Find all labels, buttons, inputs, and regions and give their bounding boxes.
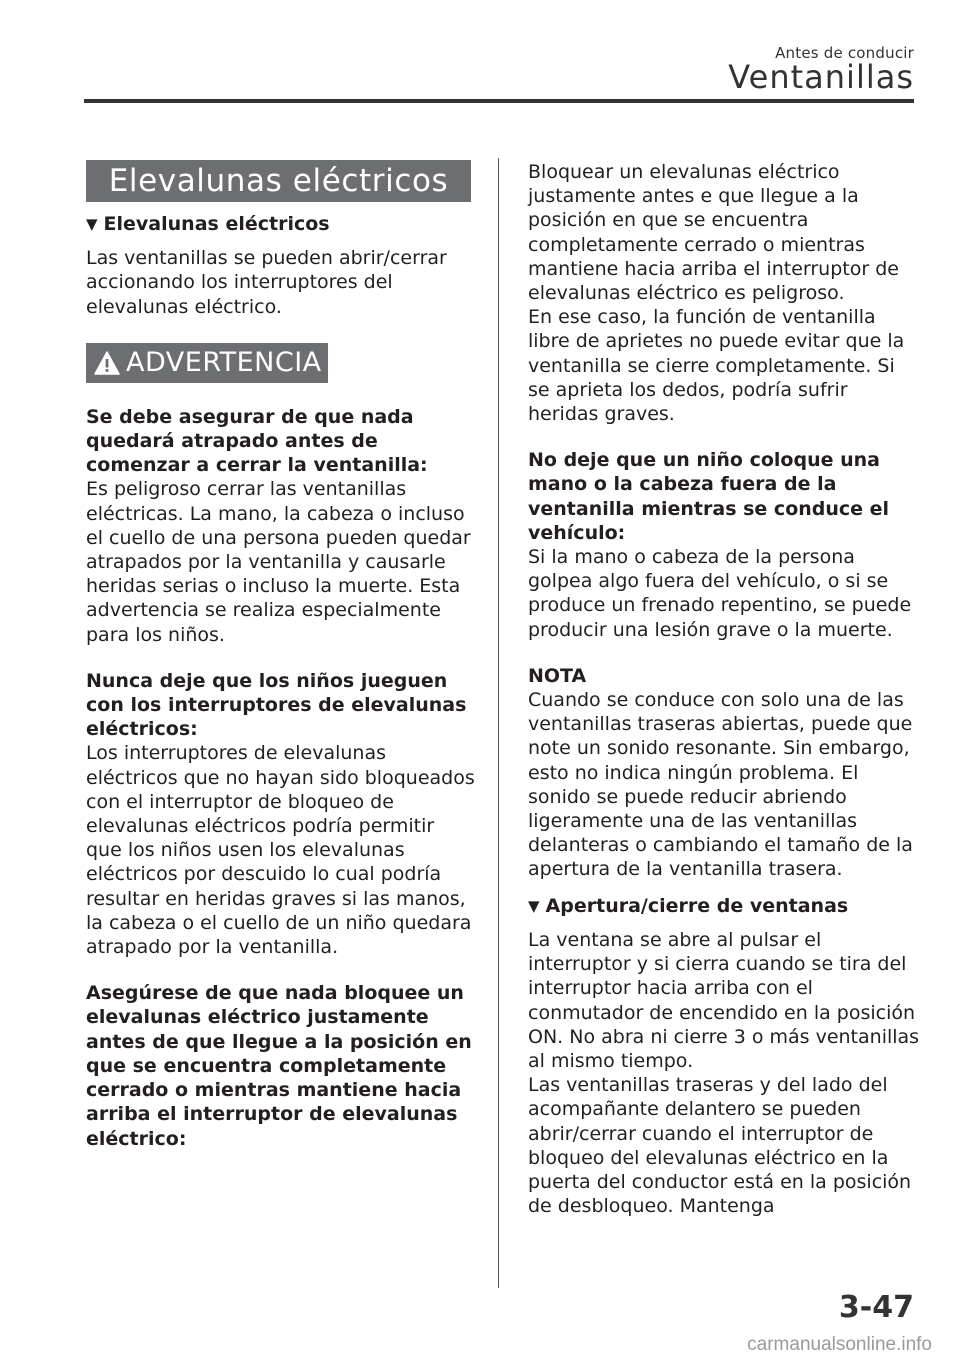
subheading-2 [528,894,920,918]
warning-2-text: Los interruptores de elevalunas eléctricos que no hayan sido bloqueados con el interruptor de bloqueo de elevalunas eléctricos podría permitir que los niños usen los elevalunas eléctricos por descuido lo cual podría resultar en heridas graves si las manos, la cabeza o el cuello de un niño quedara atrapado por la ventanilla. [86,742,475,959]
right-column [528,160,920,1218]
page-title: Ventanillas [728,58,914,96]
watermark: carmanualsonline.info [747,1334,932,1355]
subheading-text: Elevalunas eléctricos [103,213,330,235]
warning-2-heading: Nunca deje que los niños jueguen con los interruptores de elevalunas eléctricos: [86,669,467,741]
subheading-2-text: Apertura/cierre de ventanas [545,894,849,917]
warning-4-heading: No deje que un niño coloque una mano o la cabeza fuera de la ventanilla mientras se conduce el vehículo: [528,449,890,544]
triangle-down-icon: ▼ [528,896,540,915]
left-column [86,160,476,1151]
warning-label: ADVERTENCIA [126,346,322,378]
warning-1-text: Es peligroso cerrar las ventanillas eléctricas. La mano, la cabeza o incluso el cuello de una persona pueden quedar atrapados por la ventanilla y causarle heridas serias o incluso la muerte. Esta advertencia se realiza especialmente para los niños. [86,478,471,646]
note-label: NOTA [528,664,587,687]
warning-3-heading: Asegúrese de que nada bloquee un elevalunas eléctrico justamente antes de que llegue a la posición en que se encuentra completamente cerrado o mientras mantiene hacia arriba el interruptor de elevalunas eléctrico: [86,982,472,1150]
triangle-down-icon: ▼ [86,215,98,233]
subheading [86,212,476,236]
warning-banner-holder [86,341,476,383]
page-number: 3-47 [838,1290,914,1325]
column-divider [498,158,499,1288]
warning-3-text: Bloquear un elevalunas eléctrico justamente antes e que llegue a la posición en que se encuentra completamente cerrado o mientras mantiene hacia arriba el interruptor de elevalunas eléctrico es peligroso. [528,161,899,305]
header-rule [84,99,914,103]
warning-3-text-continued: En ese caso, la función de ventanilla libre de aprietes no puede evitar que la ventanilla se cierre completamente. Si se aprieta los dedos, podría sufrir heridas graves. [528,306,905,426]
intro-paragraph: Las ventanillas se pueden abrir/cerrar accionando los interruptores del elevalunas eléctrico. [86,247,447,318]
paragraph-1: La ventana se abre al pulsar el interruptor y si cierra cuando se tira del interruptor hacia arriba con el conmutador de encendido en la posición ON. No abra ni cierre 3 o más ventanillas al mismo tiempo. [528,928,920,1072]
paragraph-2: Las ventanillas traseras y del lado del acompañante delantero se pueden abrir/cerrar cuando el interruptor de bloqueo del elevalunas eléctrico en la puerta del conductor está en la posición de desbloqueo. Mantenga [528,1074,912,1218]
warning-banner [86,343,328,383]
chapter-label: Antes de conducir [775,44,914,62]
section-banner: Elevalunas eléctricos [86,160,471,202]
note-text: Cuando se conduce con solo una de las ventanillas traseras abiertas, puede que note un sonido resonante. Sin embargo, esto no indica ningún problema. El sonido se puede reducir abriendo ligeramente una de las ventanillas delanteras o cambiando el tamaño de la apertura de la ventanilla trasera. [528,689,913,881]
warning-4-text: Si la mano o cabeza de la persona golpea algo fuera del vehículo, o si se produce un frenado repentino, se puede producir una lesión grave o la muerte. [528,546,912,641]
warning-triangle-icon [94,351,120,375]
warning-1-heading: Se debe asegurar de que nada quedará atrapado antes de comenzar a cerrar la ventanilla: [86,405,428,477]
